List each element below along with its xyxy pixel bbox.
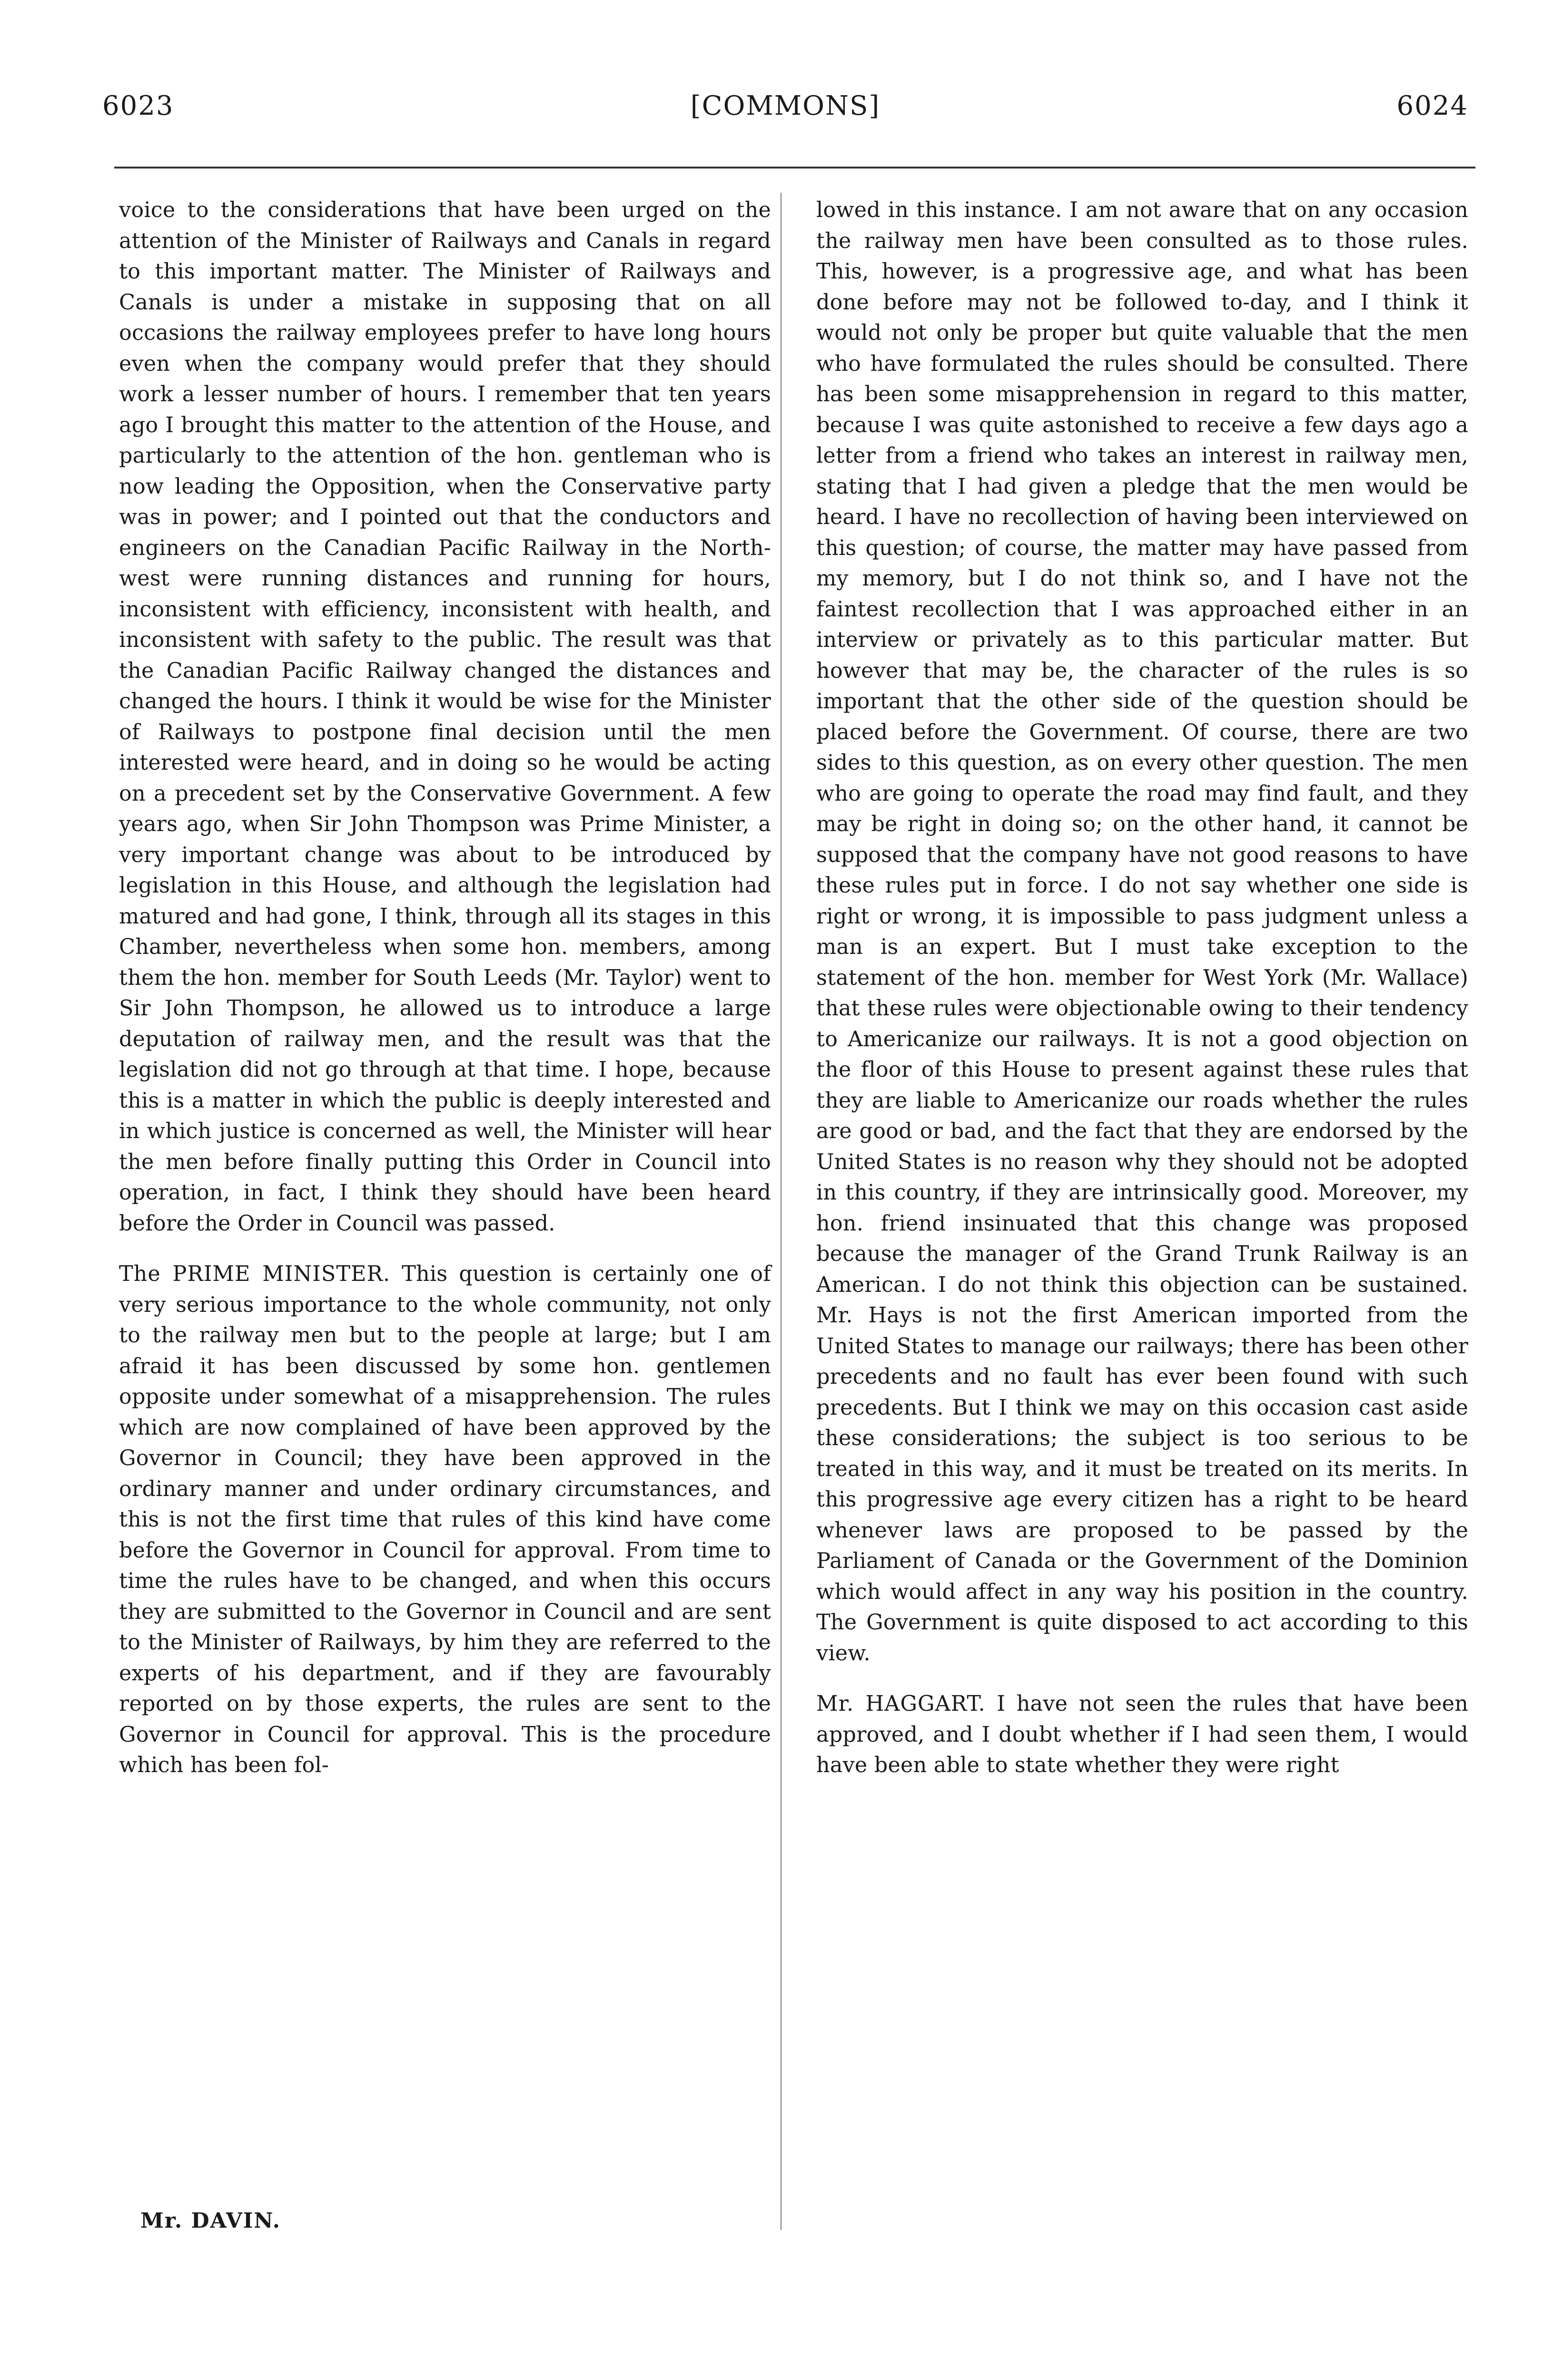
right-paragraph-2 (816, 1689, 1468, 1781)
column-divider (781, 193, 782, 2230)
right-page-number: 6024 (1396, 90, 1468, 121)
speaker-haggart: Mr. HAGGART. (816, 1692, 986, 1716)
chamber-title: [COMMONS] (690, 90, 880, 121)
left-page-number: 6023 (102, 90, 174, 121)
footer-speaker-name: Mr. DAVIN. (140, 2209, 281, 2233)
haggart-speech: I have not seen the rules that have been approved, and I doubt whether if I had seen them, I would have been able to state whether they were right (816, 1692, 1468, 1777)
header-rule (114, 167, 1475, 169)
right-column (816, 195, 1468, 1781)
left-column (119, 195, 771, 1781)
page-header (102, 90, 1468, 124)
right-paragraph-1: lowed in this instance. I am not aware that on any occasion the railway men have been consulted as to those rules. This, however, is a progressive age, and what has been done before may not be followed to-day, and I think it would not only be proper but quite valuable that the men who have formulated the rules should be consulted. There has been some misapprehension in regard to this matter, because I was quite astonished to receive a few days ago a letter from a friend who takes an interest in railway men, stating that I had given a pledge that the men would be heard. I have no recollection of having been interviewed on this question; of course, the matter may have passed from my memory, but I do not think so, and I have not the faintest recollection that I was approached either in an interview or privately as to this particular matter. But however that may be, the character of the rules is so important that the other side of the question should be placed before the Government. Of course, there are two sides to this question, as on every other question. The men who are going to operate the road may find fault, and they may be right in doing so; on the other hand, it cannot be supposed that the company have not good reasons to have these rules put in force. I do not say whether one side is right or wrong, it is impossible to pass judgment unless a man is an expert. But I must take exception to the statement of the hon. member for West York (Mr. Wallace) that these rules were objectionable owing to their tendency to Americanize our railways. It is not a good objection on the floor of this House to present against these rules that they are liable to Americanize our roads whether the rules are good or bad, and the fact that they are endorsed by the United States is no reason why they should not be adopted in this country, if they are intrinsically good. Moreover, my hon. friend insinuated that this change was proposed because the manager of the Grand Trunk Railway is an American. I do not think this objection can be sustained. Mr. Hays is not the first American imported from the United States to manage our railways; there has been other precedents and no fault has ever been found with such precedents. But I think we may on this occasion cast aside these considerations; the subject is too serious to be treated in this way, and it must be treated on its merits. In this progressive age every citizen has a right to be heard whenever laws are proposed to be passed by the Parliament of Canada or the Government of the Dominion which would affect in any way his position in the country. The Government is quite disposed to act according to this view. (816, 198, 1468, 1666)
prime-minister-speech: This question is certainly one of very serious importance to the whole community, not only to the railway men but to the people at large; but I am afraid it has been discussed by some hon. gentlemen opposite under somewhat of a misapprehension. The rules which are now complained of have been approved by the Governor in Council; they have been approved in the ordinary manner and under ordinary circumstances, and this is not the first time that rules of this kind have come before the Governor in Council for approval. From time to time the rules have to be changed, and when this occurs they are submitted to the Governor in Council and are sent to the Minister of Railways, by him they are referred to the experts of his department, and if they are favourably reported on by those experts, the rules are sent to the Governor in Council for approval. This is the procedure which has been fol- (119, 1262, 771, 1777)
speaker-prime-minister: The PRIME MINISTER. (119, 1262, 391, 1286)
left-paragraph-1: voice to the considerations that have been urged on the attention of the Minister of Railways and Canals in regard to this important matter. The Minister of Railways and Canals is under a mistake in supposing that on all occasions the railway employees prefer to have long hours even when the company would prefer that they should work a lesser number of hours. I remember that ten years ago I brought this matter to the attention of the House, and particularly to the attention of the hon. gentleman who is now leading the Opposition, when the Conservative party was in power; and I pointed out that the conductors and engineers on the Canadian Pacific Railway in the North-west were running distances and running for hours, inconsistent with efficiency, inconsistent with health, and inconsistent with safety to the public. The result was that the Canadian Pacific Railway changed the distances and changed the hours. I think it would be wise for the Minister of Railways to postpone final decision until the men interested were heard, and in doing so he would be acting on a precedent set by the Conservative Government. A few years ago, when Sir John Thompson was Prime Minister, a very important change was about to be introduced by legislation in this House, and although the legislation had matured and had gone, I think, through all its stages in this Chamber, nevertheless when some hon. members, among them the hon. member for South Leeds (Mr. Taylor) went to Sir John Thompson, he allowed us to introduce a large deputation of railway men, and the result was that the legislation did not go through at that time. I hope, because this is a matter in which the public is deeply interested and in which justice is concerned as well, the Minister will hear the men before finally putting this Order in Council into operation, in fact, I think they should have been heard before the Order in Council was passed. (119, 198, 771, 1236)
left-paragraph-2 (119, 1259, 771, 1781)
